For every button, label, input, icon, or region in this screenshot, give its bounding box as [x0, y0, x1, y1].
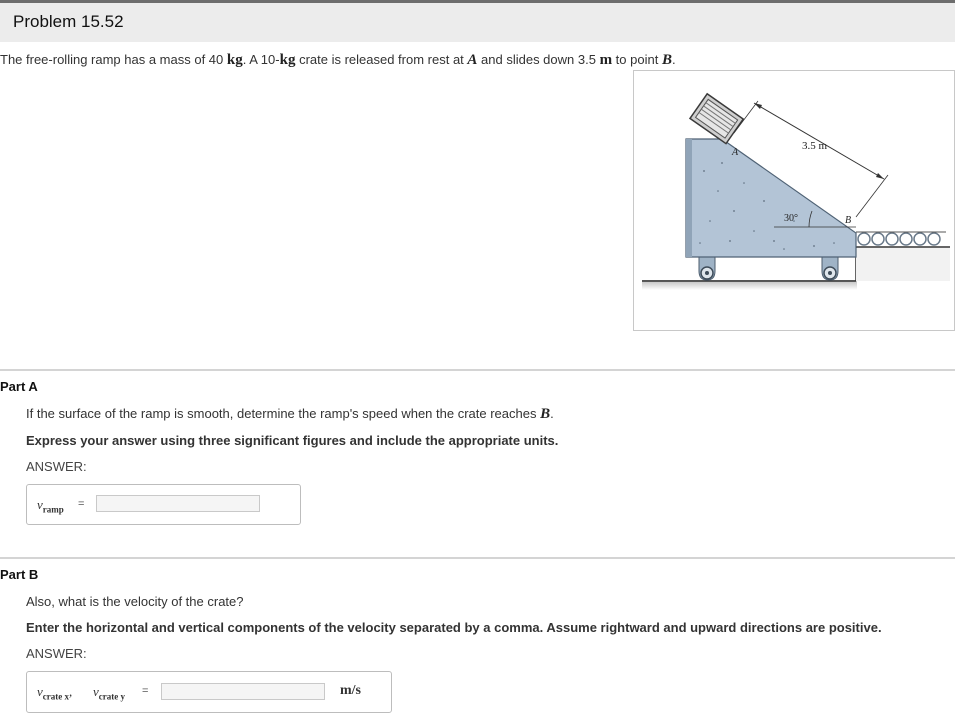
part-a-answer-box [26, 484, 301, 525]
intro-text-1: The free-rolling ramp has a mass of 40 [0, 52, 227, 67]
point-b-label: B [845, 215, 852, 226]
ramp-diagram [634, 71, 954, 330]
part-b-variable-y [93, 684, 125, 702]
ramp-edge [686, 139, 692, 257]
intro-point-b: B [661, 52, 672, 68]
roller-row [858, 233, 940, 245]
angle-label: 30° [784, 213, 798, 224]
intro-point-a: A [467, 52, 478, 68]
part-a-question-end: . [550, 406, 554, 421]
intro-unit-m: m [599, 52, 613, 68]
part-b-equals: = [142, 685, 149, 697]
dimension-arrow-bottom [876, 173, 884, 179]
wheel-right [822, 256, 838, 280]
problem-title: Problem 15.52 [13, 12, 124, 31]
part-b-var1-main: v [37, 684, 43, 699]
ramp-body [686, 139, 856, 257]
part-a-separator [0, 369, 955, 371]
intro-text-4: and slides down 3.5 [477, 52, 600, 67]
part-a-var-sub: ramp [42, 504, 64, 515]
part-a-question-point: B [540, 406, 551, 422]
part-b-instruction: Enter the horizontal and vertical components of the velocity separated by a comma. Assume rightward and upward directions are positive. [26, 620, 882, 635]
step-fill [856, 248, 950, 281]
part-a-instruction: Express your answer using three significant figures and include the appropriate units. [26, 433, 559, 448]
part-a-answer-input[interactable] [96, 495, 260, 512]
wheel-left [699, 256, 715, 280]
part-b-variable-x [37, 684, 72, 702]
problem-figure [633, 70, 955, 331]
intro-text-6: . [671, 52, 676, 67]
part-b-answer-label: ANSWER: [26, 646, 87, 661]
part-b-var-separator: , [69, 684, 73, 699]
part-b-var2-sub: crate y [98, 691, 126, 702]
point-a-label: A [732, 147, 739, 158]
part-b-separator [0, 557, 955, 559]
part-a-var-main: v [37, 497, 43, 512]
part-b-unit: m/s [340, 683, 361, 698]
part-a-title: Part A [0, 379, 38, 394]
part-b-answer-input[interactable] [161, 683, 325, 700]
intro-unit-kg-2: kg [279, 52, 296, 68]
part-b-var2-main: v [93, 684, 99, 699]
part-a-question [26, 406, 554, 423]
part-a-variable [37, 497, 64, 515]
extension-line-b [856, 175, 888, 217]
part-a-answer-label: ANSWER: [26, 459, 87, 474]
part-b-answer-box [26, 671, 392, 713]
problem-header [0, 3, 955, 42]
part-b-question: Also, what is the velocity of the crate? [26, 594, 244, 609]
part-b-title: Part B [0, 567, 39, 582]
intro-text-2: . A 10- [242, 52, 280, 67]
dimension-arrow-top [754, 103, 762, 109]
length-label: 3.5 m [802, 140, 828, 152]
part-b-var1-sub: crate x [42, 691, 70, 702]
intro-unit-kg-1: kg [226, 52, 243, 68]
crate [690, 94, 743, 144]
part-a-equals: = [78, 498, 85, 510]
intro-text-5: to point [612, 52, 662, 67]
problem-statement [0, 52, 676, 69]
intro-text-3: crate is released from rest at [295, 52, 468, 67]
part-a-question-text: If the surface of the ramp is smooth, determine the ramp's speed when the crate reaches [26, 406, 541, 421]
